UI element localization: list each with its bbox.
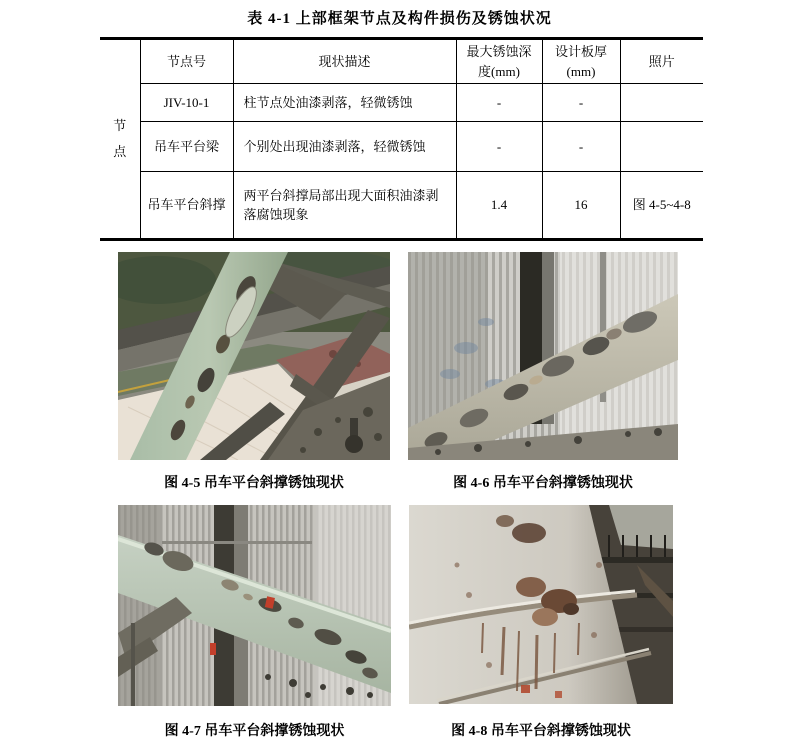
corrosion-photo-illustration <box>118 505 391 706</box>
cell-design-thickness: - <box>542 84 620 122</box>
row-group-cell <box>100 39 140 240</box>
damage-table <box>100 37 703 241</box>
cell-max-corrosion: - <box>456 122 542 172</box>
cell-design-thickness: - <box>542 122 620 172</box>
col-header-description: 现状描述 <box>233 39 456 84</box>
figure-4-8-photo <box>409 505 673 704</box>
figure-4-6-caption: 图 4-6 吊车平台斜撑锈蚀现状 <box>453 476 633 491</box>
cell-node-id: 吊车平台斜撑 <box>140 172 233 240</box>
table-row <box>100 122 703 172</box>
table-title: 表 4-1 上部框架节点及构件损伤及锈蚀状况 <box>247 11 552 27</box>
table-header-row <box>100 39 703 84</box>
figure-4-8-caption: 图 4-8 吊车平台斜撑锈蚀现状 <box>451 724 631 739</box>
row-group-label: 节点 <box>113 118 127 159</box>
col-header-photo: 照片 <box>620 39 703 84</box>
corrosion-photo-illustration <box>409 505 673 704</box>
cell-node-id: JIV-10-1 <box>140 84 233 122</box>
corrosion-photo-illustration <box>408 252 678 460</box>
col-header-node: 节点号 <box>140 39 233 84</box>
cell-max-corrosion: - <box>456 84 542 122</box>
corrosion-photo-illustration <box>118 252 390 460</box>
cell-description: 两平台斜撑局部出现大面积油漆剥落腐蚀现象 <box>233 172 456 240</box>
cell-photo-ref <box>620 84 703 122</box>
figure-4-5-photo <box>118 252 390 460</box>
figure-4-6-photo <box>408 252 678 460</box>
table-row <box>100 172 703 240</box>
cell-description: 个别处出现油漆剥落，轻微锈蚀 <box>233 122 456 172</box>
cell-design-thickness: 16 <box>542 172 620 240</box>
figure-4-5-caption: 图 4-5 吊车平台斜撑锈蚀现状 <box>164 476 344 491</box>
figure-4-7-caption: 图 4-7 吊车平台斜撑锈蚀现状 <box>164 724 345 739</box>
col-header-max-corrosion: 最大锈蚀深度(mm) <box>456 39 542 84</box>
col-header-design-thickness: 设计板厚(mm) <box>542 39 620 84</box>
cell-description: 柱节点处油漆剥落，轻微锈蚀 <box>233 84 456 122</box>
table-row <box>100 84 703 122</box>
cell-photo-ref <box>620 122 703 172</box>
cell-photo-ref: 图 4-5~4-8 <box>620 172 703 240</box>
cell-node-id: 吊车平台梁 <box>140 122 233 172</box>
cell-max-corrosion: 1.4 <box>456 172 542 240</box>
figure-4-7-photo <box>118 505 391 706</box>
